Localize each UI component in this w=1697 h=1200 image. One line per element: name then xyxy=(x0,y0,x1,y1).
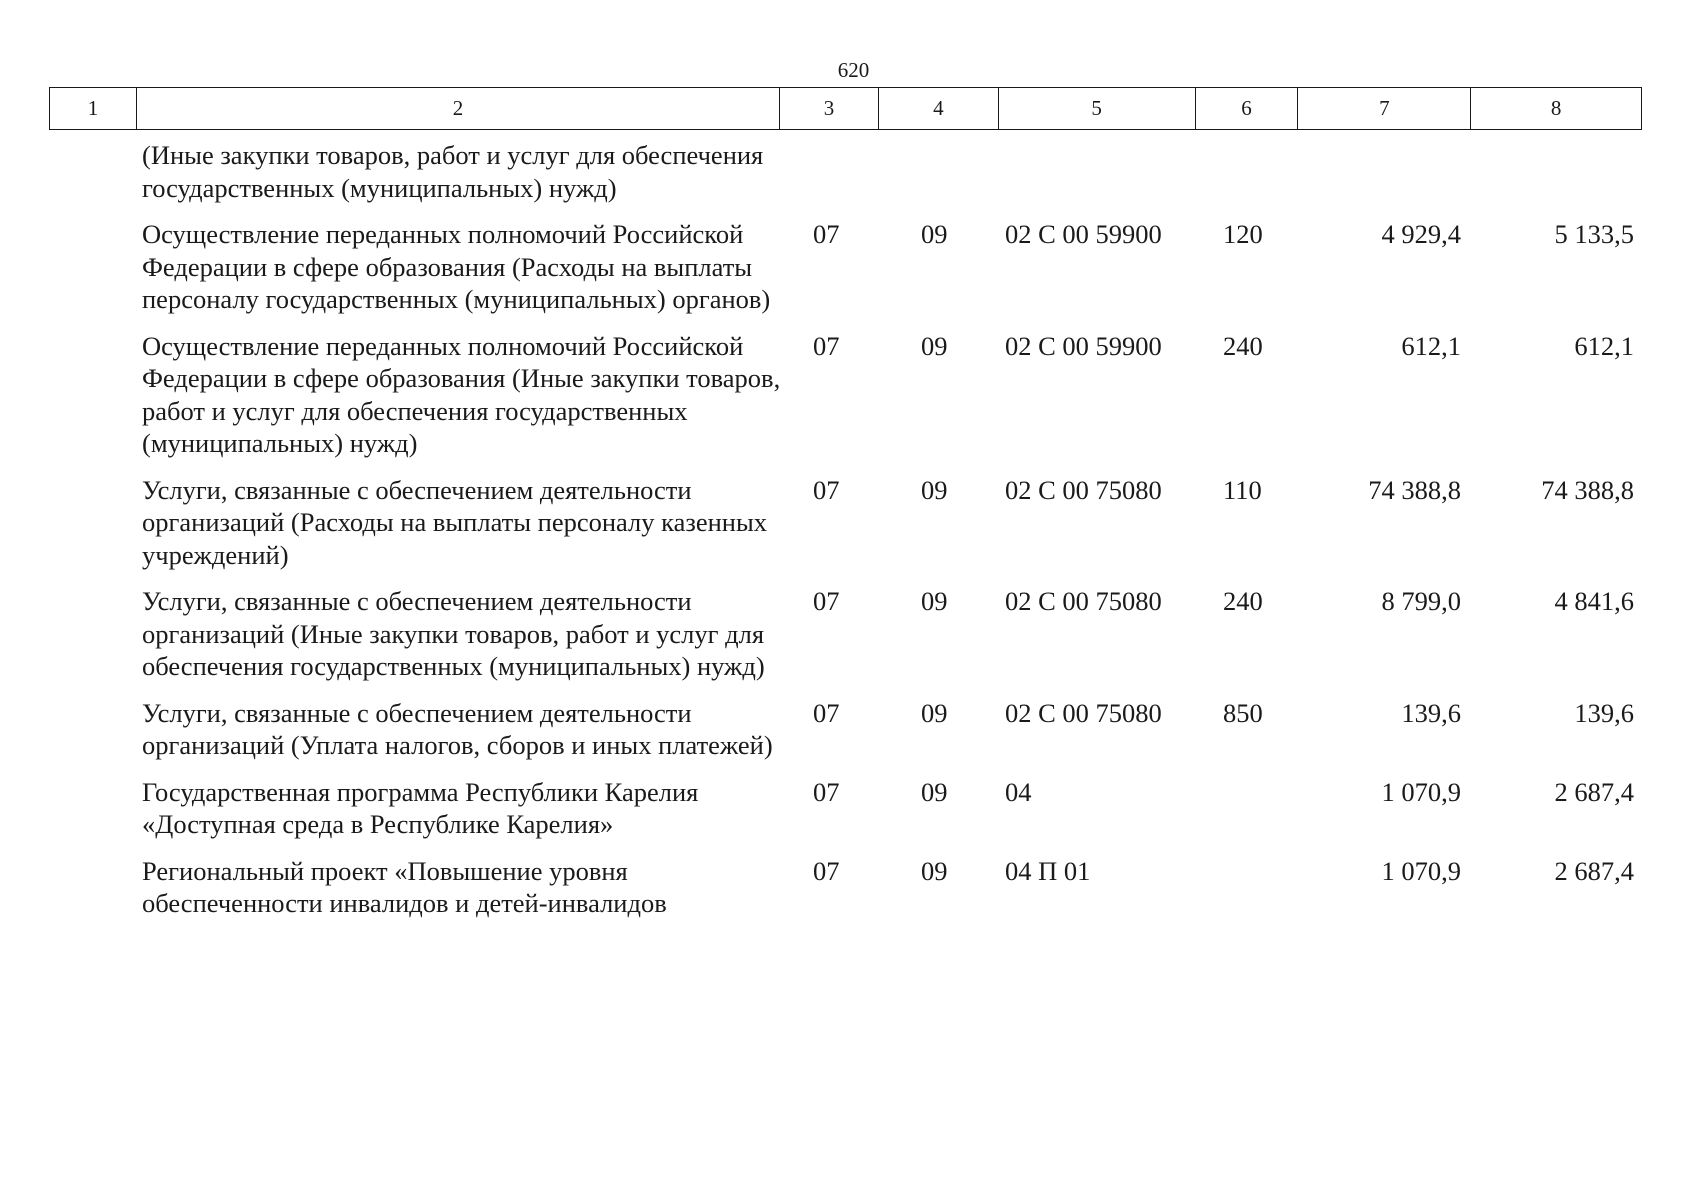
row-description: Услуги, связанные с обеспечением деятельности организаций (Расходы на выплаты персоналу казенных учреждений) xyxy=(142,474,768,570)
amount-column-7: 74 388,8 xyxy=(1368,474,1461,505)
table-body xyxy=(0,139,1697,934)
target-article-code: 02 С 00 75080 xyxy=(1005,474,1162,505)
amount-column-7: 612,1 xyxy=(1401,330,1461,361)
amount-column-8: 2 687,4 xyxy=(1554,855,1634,886)
table-row xyxy=(0,776,1697,841)
column-number-7: 7 xyxy=(1297,88,1470,129)
amount-column-7: 1 070,9 xyxy=(1381,855,1461,886)
amount-column-8: 139,6 xyxy=(1574,697,1634,728)
column-number-1: 1 xyxy=(87,96,99,120)
section-code: 07 xyxy=(813,330,840,361)
subsection-code: 09 xyxy=(921,219,948,249)
table-row xyxy=(0,330,1697,460)
section-code: 07 xyxy=(813,855,840,886)
table-header-row xyxy=(49,87,1642,130)
subsection-code: 09 xyxy=(921,586,948,616)
expense-type-code: 240 xyxy=(1223,586,1263,616)
amount-column-7: 139,6 xyxy=(1401,697,1461,728)
section-code: 07 xyxy=(813,586,840,616)
subsection-code: 09 xyxy=(921,776,948,807)
section-code: 07 xyxy=(813,776,840,807)
expense-type-code: 120 xyxy=(1223,219,1263,249)
row-description: (Иные закупки товаров, работ и услуг для обеспечения государственных (муниципальных) нужд) xyxy=(142,140,764,203)
page-number: 620 xyxy=(837,58,870,82)
target-article-code: 04 П 01 xyxy=(1005,855,1091,886)
row-description: Государственная программа Республики Карелия «Доступная среда в Республике Карелия» xyxy=(142,776,699,839)
column-number-3: 3 xyxy=(779,88,878,129)
target-article-code: 04 xyxy=(1005,776,1032,807)
table-row xyxy=(0,218,1697,316)
target-article-code: 02 С 00 59900 xyxy=(1005,330,1162,361)
row-description: Региональный проект «Повышение уровня обеспеченности инвалидов и детей-инвалидов xyxy=(142,855,667,918)
section-code: 07 xyxy=(813,474,840,505)
row-description: Услуги, связанные с обеспечением деятельности организаций (Уплата налогов, сборов и иных платежей) xyxy=(142,697,773,760)
amount-column-7: 1 070,9 xyxy=(1381,776,1461,807)
amount-column-8: 2 687,4 xyxy=(1554,776,1634,807)
table-row xyxy=(0,139,1697,204)
expense-type-code: 110 xyxy=(1223,474,1262,505)
column-number-5: 5 xyxy=(998,88,1195,129)
target-article-code: 02 С 00 75080 xyxy=(1005,697,1162,728)
amount-column-8: 5 133,5 xyxy=(1554,219,1634,249)
row-description: Осуществление переданных полномочий Российской Федерации в сфере образования (Расходы на выплаты персоналу государственных (муниципальных) органов) xyxy=(142,219,771,314)
table-row xyxy=(0,585,1697,683)
section-code: 07 xyxy=(813,219,840,249)
subsection-code: 09 xyxy=(921,474,948,505)
section-code: 07 xyxy=(813,697,840,728)
expense-type-code: 850 xyxy=(1223,697,1263,728)
amount-column-7: 4 929,4 xyxy=(1381,219,1461,249)
target-article-code: 02 С 00 75080 xyxy=(1005,586,1162,616)
column-number-6: 6 xyxy=(1195,88,1298,129)
subsection-code: 09 xyxy=(921,855,948,886)
table-row xyxy=(0,855,1697,920)
subsection-code: 09 xyxy=(921,330,948,361)
amount-column-7: 8 799,0 xyxy=(1381,586,1461,616)
target-article-code: 02 С 00 59900 xyxy=(1005,219,1162,249)
expense-type-code: 240 xyxy=(1223,330,1263,361)
table-row xyxy=(0,474,1697,572)
table-row xyxy=(0,697,1697,762)
row-description: Осуществление переданных полномочий Российской Федерации в сфере образования (Иные закупки товаров, работ и услуг для обеспечения государственных (муниципальных) нужд) xyxy=(142,330,781,458)
column-number-2: 2 xyxy=(136,88,779,129)
amount-column-8: 74 388,8 xyxy=(1541,474,1634,505)
row-description: Услуги, связанные с обеспечением деятельности организаций (Иные закупки товаров, работ и услуг для обеспечения государственных (муниципальных) нужд) xyxy=(142,586,765,681)
amount-column-8: 4 841,6 xyxy=(1554,586,1634,616)
amount-column-8: 612,1 xyxy=(1574,330,1634,361)
column-number-8: 8 xyxy=(1470,88,1641,129)
subsection-code: 09 xyxy=(921,697,948,728)
column-number-4: 4 xyxy=(878,88,998,129)
